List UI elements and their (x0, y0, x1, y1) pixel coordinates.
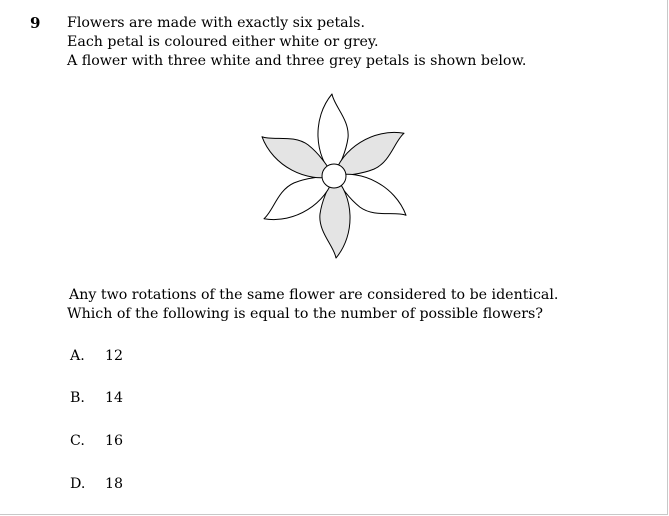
question-number: 9 (30, 14, 41, 32)
body-line-2: Which of the following is equal to the number of possible flowers? (67, 306, 543, 322)
option-d-value: 18 (105, 476, 124, 492)
flower-center (322, 164, 346, 188)
intro-line-3: A flower with three white and three grey petals is shown below. (67, 53, 527, 69)
intro-line-1: Flowers are made with exactly six petals. (67, 15, 365, 31)
option-b-value: 14 (105, 390, 124, 406)
option-a-value: 12 (105, 348, 124, 364)
option-d-letter: D. (70, 476, 86, 492)
option-a-letter: A. (70, 348, 85, 364)
option-b-letter: B. (70, 390, 85, 406)
intro-line-2: Each petal is coloured either white or grey. (67, 34, 379, 50)
flower-figure (252, 88, 416, 264)
option-c-value: 16 (105, 433, 124, 449)
option-c-letter: C. (70, 433, 85, 449)
body-line-1: Any two rotations of the same flower are considered to be identical. (69, 287, 559, 303)
